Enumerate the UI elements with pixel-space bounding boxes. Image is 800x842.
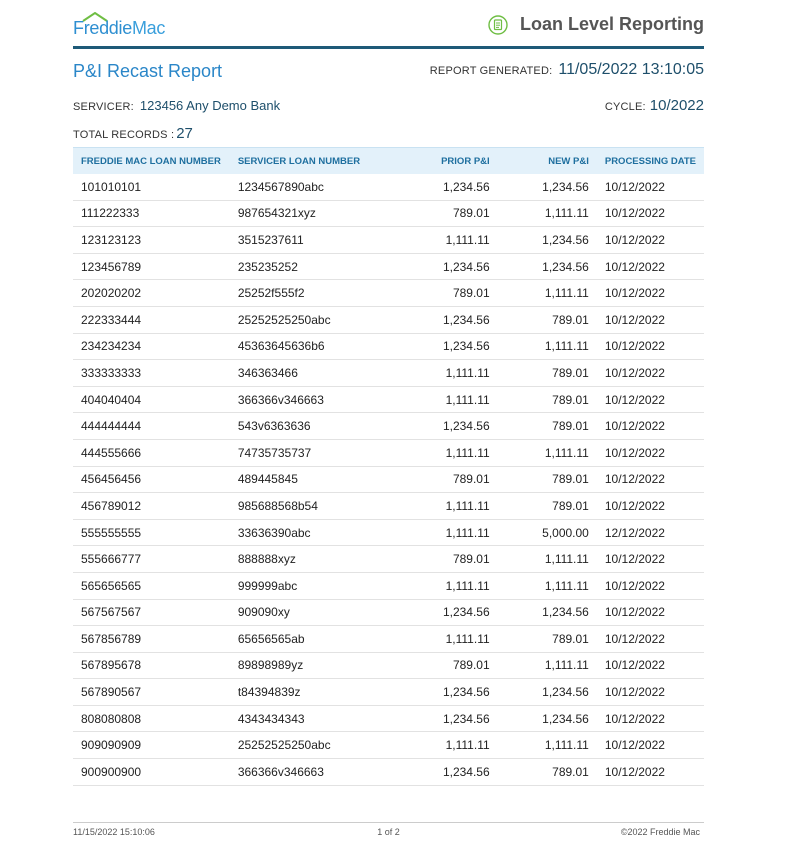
cell-processing-date: 10/12/2022	[597, 466, 704, 493]
cell-processing-date: 10/12/2022	[597, 652, 704, 679]
cell-new-pi: 1,111.11	[498, 439, 597, 466]
cell-new-pi: 1,234.56	[498, 253, 597, 280]
cell-freddie-mac-loan-number: 404040404	[73, 386, 230, 413]
cell-servicer-loan-number: 25252f555f2	[230, 280, 407, 307]
cell-freddie-mac-loan-number: 909090909	[73, 732, 230, 759]
cell-new-pi: 789.01	[498, 386, 597, 413]
report-generated	[430, 61, 704, 79]
cell-new-pi: 1,111.11	[498, 280, 597, 307]
cell-servicer-loan-number: 489445845	[230, 466, 407, 493]
cell-processing-date: 10/12/2022	[597, 493, 704, 520]
cell-prior-pi: 1,111.11	[407, 439, 498, 466]
cell-processing-date: 10/12/2022	[597, 280, 704, 307]
app-title: Loan Level Reporting	[519, 14, 704, 34]
cell-freddie-mac-loan-number: 567890567	[73, 679, 230, 706]
cell-prior-pi: 1,111.11	[407, 493, 498, 520]
table-row	[73, 253, 704, 280]
cell-prior-pi: 1,234.56	[407, 599, 498, 626]
cell-freddie-mac-loan-number: 567895678	[73, 652, 230, 679]
cell-servicer-loan-number: 4343434343	[230, 705, 407, 732]
cell-servicer-loan-number: 235235252	[230, 253, 407, 280]
cell-servicer-loan-number: 45363645636b6	[230, 333, 407, 360]
cell-servicer-loan-number: 3515237611	[230, 227, 407, 254]
column-header-servicer-loan-number: SERVICER LOAN NUMBER	[230, 148, 407, 175]
table-row	[73, 227, 704, 254]
footer-page-number: 1 of 2	[377, 827, 400, 837]
cell-servicer-loan-number: 25252525250abc	[230, 306, 407, 333]
cell-prior-pi: 789.01	[407, 200, 498, 227]
cell-processing-date: 12/12/2022	[597, 519, 704, 546]
cell-servicer-loan-number: 346363466	[230, 360, 407, 387]
servicer-value: 123456 Any Demo Bank	[139, 98, 281, 113]
cell-new-pi: 1,111.11	[498, 652, 597, 679]
cell-processing-date: 10/12/2022	[597, 626, 704, 653]
cell-prior-pi: 1,234.56	[407, 705, 498, 732]
servicer-label: SERVICER:	[73, 101, 134, 113]
cell-freddie-mac-loan-number: 565656565	[73, 572, 230, 599]
cycle-info	[605, 97, 704, 115]
cell-new-pi: 1,234.56	[498, 705, 597, 732]
cell-processing-date: 10/12/2022	[597, 306, 704, 333]
cell-new-pi: 789.01	[498, 626, 597, 653]
cell-freddie-mac-loan-number: 123456789	[73, 253, 230, 280]
cell-servicer-loan-number: 366366v346663	[230, 386, 407, 413]
cell-new-pi: 789.01	[498, 360, 597, 387]
column-header-processing-date: PROCESSING DATE	[597, 148, 704, 175]
cell-freddie-mac-loan-number: 567567567	[73, 599, 230, 626]
cell-servicer-loan-number: 985688568b54	[230, 493, 407, 520]
cell-prior-pi: 789.01	[407, 466, 498, 493]
cell-processing-date: 10/12/2022	[597, 679, 704, 706]
cell-prior-pi: 1,234.56	[407, 306, 498, 333]
cell-prior-pi: 1,111.11	[407, 572, 498, 599]
cell-freddie-mac-loan-number: 555666777	[73, 546, 230, 573]
page-footer	[73, 822, 704, 841]
cell-prior-pi: 1,234.56	[407, 413, 498, 440]
cell-servicer-loan-number: 74735735737	[230, 439, 407, 466]
cell-freddie-mac-loan-number: 333333333	[73, 360, 230, 387]
cell-prior-pi: 789.01	[407, 546, 498, 573]
cell-new-pi: 1,111.11	[498, 200, 597, 227]
cell-new-pi: 1,234.56	[498, 599, 597, 626]
cell-prior-pi: 1,234.56	[407, 679, 498, 706]
table-row	[73, 439, 704, 466]
cell-processing-date: 10/12/2022	[597, 599, 704, 626]
cell-freddie-mac-loan-number: 456456456	[73, 466, 230, 493]
cell-new-pi: 1,234.56	[498, 174, 597, 200]
cell-processing-date: 10/12/2022	[597, 572, 704, 599]
table-body	[73, 174, 704, 785]
table-row	[73, 705, 704, 732]
document-report-icon	[488, 15, 508, 35]
footer-copyright: ©2022 Freddie Mac	[620, 827, 700, 837]
records-table	[73, 147, 704, 786]
cell-processing-date: 10/12/2022	[597, 200, 704, 227]
cell-prior-pi: 789.01	[407, 652, 498, 679]
cell-processing-date: 10/12/2022	[597, 174, 704, 200]
logo-word-freddie: Freddie	[73, 18, 132, 38]
cell-new-pi: 789.01	[498, 306, 597, 333]
cell-new-pi: 789.01	[498, 413, 597, 440]
cell-new-pi: 789.01	[498, 759, 597, 786]
cell-new-pi: 789.01	[498, 493, 597, 520]
report-generated-value: 11/05/2022 13:10:05	[558, 61, 704, 78]
table-row	[73, 360, 704, 387]
table-row	[73, 759, 704, 786]
logo-word-mac: Mac	[131, 18, 166, 38]
report-header	[73, 0, 704, 49]
cell-prior-pi: 1,234.56	[407, 759, 498, 786]
table-row	[73, 572, 704, 599]
cell-servicer-loan-number: 909090xy	[230, 599, 407, 626]
cell-prior-pi: 1,234.56	[407, 174, 498, 200]
table-row	[73, 599, 704, 626]
table-row	[73, 626, 704, 653]
table-row	[73, 466, 704, 493]
total-records	[73, 125, 193, 143]
cell-processing-date: 10/12/2022	[597, 546, 704, 573]
cell-servicer-loan-number: 1234567890abc	[230, 174, 407, 200]
cell-freddie-mac-loan-number: 444555666	[73, 439, 230, 466]
table-row	[73, 174, 704, 200]
table-row	[73, 306, 704, 333]
cell-servicer-loan-number: 987654321xyz	[230, 200, 407, 227]
total-records-value: 27	[176, 125, 193, 142]
cell-new-pi: 5,000.00	[498, 519, 597, 546]
report-page	[73, 0, 704, 786]
total-records-label: TOTAL RECORDS :	[73, 129, 175, 141]
cell-freddie-mac-loan-number: 123123123	[73, 227, 230, 254]
cell-processing-date: 10/12/2022	[597, 732, 704, 759]
cell-servicer-loan-number: 543v6363636	[230, 413, 407, 440]
cell-freddie-mac-loan-number: 234234234	[73, 333, 230, 360]
cell-processing-date: 10/12/2022	[597, 759, 704, 786]
cell-processing-date: 10/12/2022	[597, 413, 704, 440]
cell-processing-date: 10/12/2022	[597, 705, 704, 732]
table-row	[73, 280, 704, 307]
cell-servicer-loan-number: 25252525250abc	[230, 732, 407, 759]
cell-servicer-loan-number: 999999abc	[230, 572, 407, 599]
cell-processing-date: 10/12/2022	[597, 386, 704, 413]
table-row	[73, 333, 704, 360]
table-row	[73, 546, 704, 573]
cycle-label: CYCLE:	[604, 101, 646, 113]
table-row	[73, 200, 704, 227]
cell-processing-date: 10/12/2022	[597, 227, 704, 254]
cell-processing-date: 10/12/2022	[597, 333, 704, 360]
cell-prior-pi: 1,111.11	[407, 227, 498, 254]
cell-new-pi: 1,111.11	[498, 333, 597, 360]
footer-timestamp: 11/15/2022 15:10:06	[73, 827, 155, 837]
column-header-prior-pi: PRIOR P&I	[407, 148, 498, 175]
cell-freddie-mac-loan-number: 111222333	[73, 200, 230, 227]
cell-freddie-mac-loan-number: 567856789	[73, 626, 230, 653]
cell-prior-pi: 1,111.11	[407, 626, 498, 653]
cell-prior-pi: 1,111.11	[407, 360, 498, 387]
app-title-area	[488, 14, 704, 35]
report-generated-label: REPORT GENERATED:	[429, 65, 553, 77]
table-header-row	[73, 148, 704, 175]
cell-freddie-mac-loan-number: 202020202	[73, 280, 230, 307]
cell-servicer-loan-number: 65656565ab	[230, 626, 407, 653]
table-row	[73, 652, 704, 679]
column-header-freddie-mac-loan-number: FREDDIE MAC LOAN NUMBER	[73, 148, 230, 175]
cell-new-pi: 1,111.11	[498, 546, 597, 573]
logo-wordmark	[73, 18, 165, 39]
table-row	[73, 493, 704, 520]
cell-prior-pi: 789.01	[407, 280, 498, 307]
cell-servicer-loan-number: 33636390abc	[230, 519, 407, 546]
cell-prior-pi: 1,111.11	[407, 519, 498, 546]
total-records-row	[73, 121, 704, 147]
servicer-info	[73, 97, 280, 115]
servicer-row	[73, 89, 704, 121]
cell-prior-pi: 1,234.56	[407, 253, 498, 280]
cell-servicer-loan-number: 89898989yz	[230, 652, 407, 679]
cell-freddie-mac-loan-number: 456789012	[73, 493, 230, 520]
table-row	[73, 732, 704, 759]
cell-prior-pi: 1,111.11	[407, 386, 498, 413]
cell-prior-pi: 1,111.11	[407, 732, 498, 759]
table-row	[73, 413, 704, 440]
table-row	[73, 519, 704, 546]
cell-freddie-mac-loan-number: 808080808	[73, 705, 230, 732]
cell-freddie-mac-loan-number: 555555555	[73, 519, 230, 546]
cell-freddie-mac-loan-number: 101010101	[73, 174, 230, 200]
cell-prior-pi: 1,234.56	[407, 333, 498, 360]
cell-servicer-loan-number: t84394839z	[230, 679, 407, 706]
cell-new-pi: 1,111.11	[498, 572, 597, 599]
cell-new-pi: 1,234.56	[498, 227, 597, 254]
cell-processing-date: 10/12/2022	[597, 253, 704, 280]
table-row	[73, 386, 704, 413]
cell-freddie-mac-loan-number: 222333444	[73, 306, 230, 333]
cell-new-pi: 789.01	[498, 466, 597, 493]
column-header-new-pi: NEW P&I	[498, 148, 597, 175]
cycle-value: 10/2022	[649, 97, 704, 114]
cell-processing-date: 10/12/2022	[597, 360, 704, 387]
cell-new-pi: 1,111.11	[498, 732, 597, 759]
report-title-row	[73, 49, 704, 89]
cell-servicer-loan-number: 888888xyz	[230, 546, 407, 573]
cell-processing-date: 10/12/2022	[597, 439, 704, 466]
report-title: P&I Recast Report	[73, 61, 223, 81]
cell-freddie-mac-loan-number: 900900900	[73, 759, 230, 786]
cell-servicer-loan-number: 366366v346663	[230, 759, 407, 786]
cell-freddie-mac-loan-number: 444444444	[73, 413, 230, 440]
table-row	[73, 679, 704, 706]
cell-new-pi: 1,234.56	[498, 679, 597, 706]
